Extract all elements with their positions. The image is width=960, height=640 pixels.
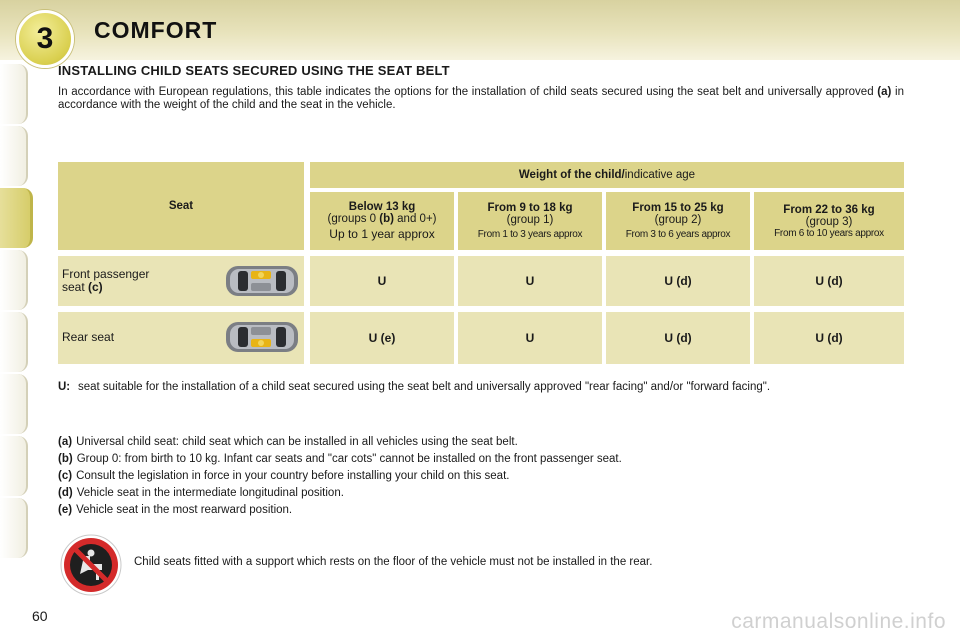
- table-value-cell: [754, 312, 904, 364]
- chapter-tab[interactable]: [0, 374, 28, 434]
- u-legend-text: seat suitable for the installation of a child seat secured using the seat belt and universally approved "rear facing" and/or "forward facing".: [78, 381, 771, 393]
- no-support-leg-icon: [60, 534, 122, 596]
- weight-header: Weight of the child/: [518, 169, 625, 181]
- chapter-tabs: [0, 64, 34, 560]
- u-legend: [58, 381, 904, 394]
- footnote-text: Vehicle seat in the most rearward position.: [76, 504, 293, 516]
- weight-header-cell: [310, 162, 904, 188]
- footnote-key: (a): [58, 436, 73, 448]
- footnote-text: Vehicle seat in the intermediate longitudinal position.: [76, 487, 344, 499]
- footnote-key: (e): [58, 504, 73, 516]
- table-value-cell: [458, 256, 602, 306]
- footnote-text: Universal child seat: child seat which can be installed in all vehicles using the seat belt.: [76, 436, 518, 448]
- group-age: Up to 1 year approx: [329, 227, 435, 241]
- table-row-seat-cell: [58, 312, 304, 364]
- group-header-cell: [458, 192, 602, 250]
- seat-approval-value: U (d): [815, 274, 843, 288]
- weight-header-sub: indicative age: [624, 169, 696, 181]
- seat-header: Seat: [168, 200, 194, 212]
- group-age: From 1 to 3 years approx: [477, 229, 583, 240]
- seat-approval-value: U (e): [368, 331, 396, 345]
- group-label: (group 3): [805, 215, 853, 228]
- seat-approval-value: U: [525, 274, 535, 288]
- seat-name-line2: seat: [62, 280, 89, 294]
- group-weight: From 22 to 36 kg: [783, 203, 875, 216]
- table-value-cell: [606, 312, 750, 364]
- footnote-text: Group 0: from birth to 10 kg. Infant car seats and "car cots" cannot be installed on the front passenger seat.: [76, 453, 622, 465]
- group-header-cell: [310, 192, 454, 250]
- intro-paragraph: [58, 86, 904, 112]
- group-label: (group 1): [506, 214, 554, 226]
- footnote-key: (d): [58, 487, 73, 499]
- page-number: 60: [32, 608, 48, 624]
- seat-approval-value: U: [525, 331, 535, 345]
- table-value-cell: [310, 312, 454, 364]
- table-row-seat-cell: [58, 256, 304, 306]
- chapter-tab[interactable]: [0, 312, 28, 372]
- chapter-tab[interactable]: [0, 436, 28, 496]
- footnote-item: [58, 485, 622, 502]
- table-value-cell: [606, 256, 750, 306]
- chapter-title: COMFORT: [94, 17, 218, 43]
- footnote-item: [58, 451, 622, 468]
- intro-text-2: in accordance with the weight of the child and the seat in the vehicle.: [58, 86, 904, 111]
- watermark: carmanualsonline.info: [731, 610, 946, 633]
- chapter-number-badge: [16, 10, 74, 68]
- group-label: (group 2): [654, 214, 702, 226]
- group-header-cell: [754, 192, 904, 250]
- footnote-item: [58, 502, 622, 519]
- intro-ref: (a): [877, 86, 892, 98]
- seat-approval-value: U: [377, 274, 387, 288]
- chapter-tab[interactable]: [0, 126, 28, 186]
- footnote-text: Consult the legislation in force in your country before installing your child on this seat.: [76, 470, 510, 482]
- intro-text-1: In accordance with European regulations, this table indicates the options for the installation of child seats secured using the seat belt and universally approved: [58, 86, 878, 98]
- footnotes: [58, 434, 622, 519]
- u-legend-label: U:: [58, 381, 71, 393]
- seat-approval-value: U (d): [815, 331, 843, 345]
- seat-approval-value: U (d): [664, 274, 692, 288]
- chapter-tab[interactable]: [0, 498, 28, 558]
- seat-ref: (c): [88, 280, 103, 294]
- chapter-tab-active[interactable]: [0, 188, 33, 248]
- section-title: INSTALLING CHILD SEATS SECURED USING THE SEAT BELT: [58, 63, 450, 78]
- seat-name: Rear seat: [62, 330, 115, 344]
- chapter-tab[interactable]: [0, 64, 28, 124]
- footnote-item: [58, 434, 622, 451]
- warning-text: Child seats fitted with a support which rests on the floor of the vehicle must not be installed in the rear.: [134, 556, 653, 568]
- footnote-key: (b): [58, 453, 73, 465]
- group-label-end: and 0+): [393, 213, 437, 225]
- front-seat-car-icon: [224, 263, 300, 299]
- chapter-header: [0, 0, 960, 60]
- footnote-item: [58, 468, 622, 485]
- table-value-cell: [458, 312, 602, 364]
- seat-header-cell: [58, 162, 304, 250]
- group-weight: From 9 to 18 kg: [487, 202, 573, 214]
- group-ref: (b): [379, 213, 394, 225]
- group-weight: From 15 to 25 kg: [632, 202, 724, 214]
- table-value-cell: [310, 256, 454, 306]
- group-weight: Below 13 kg: [348, 201, 416, 213]
- rear-seat-car-icon: [224, 319, 300, 355]
- group-age: From 3 to 6 years approx: [625, 229, 731, 240]
- seat-name: Front passenger: [62, 267, 150, 281]
- chapter-number: 3: [36, 22, 54, 55]
- footnote-key: (c): [58, 470, 73, 482]
- chapter-tab[interactable]: [0, 250, 28, 310]
- table-value-cell: [754, 256, 904, 306]
- group-age: From 6 to 10 years approx: [774, 227, 884, 239]
- group-label: (groups 0: [327, 213, 380, 225]
- seat-approval-value: U (d): [664, 331, 692, 345]
- group-header-cell: [606, 192, 750, 250]
